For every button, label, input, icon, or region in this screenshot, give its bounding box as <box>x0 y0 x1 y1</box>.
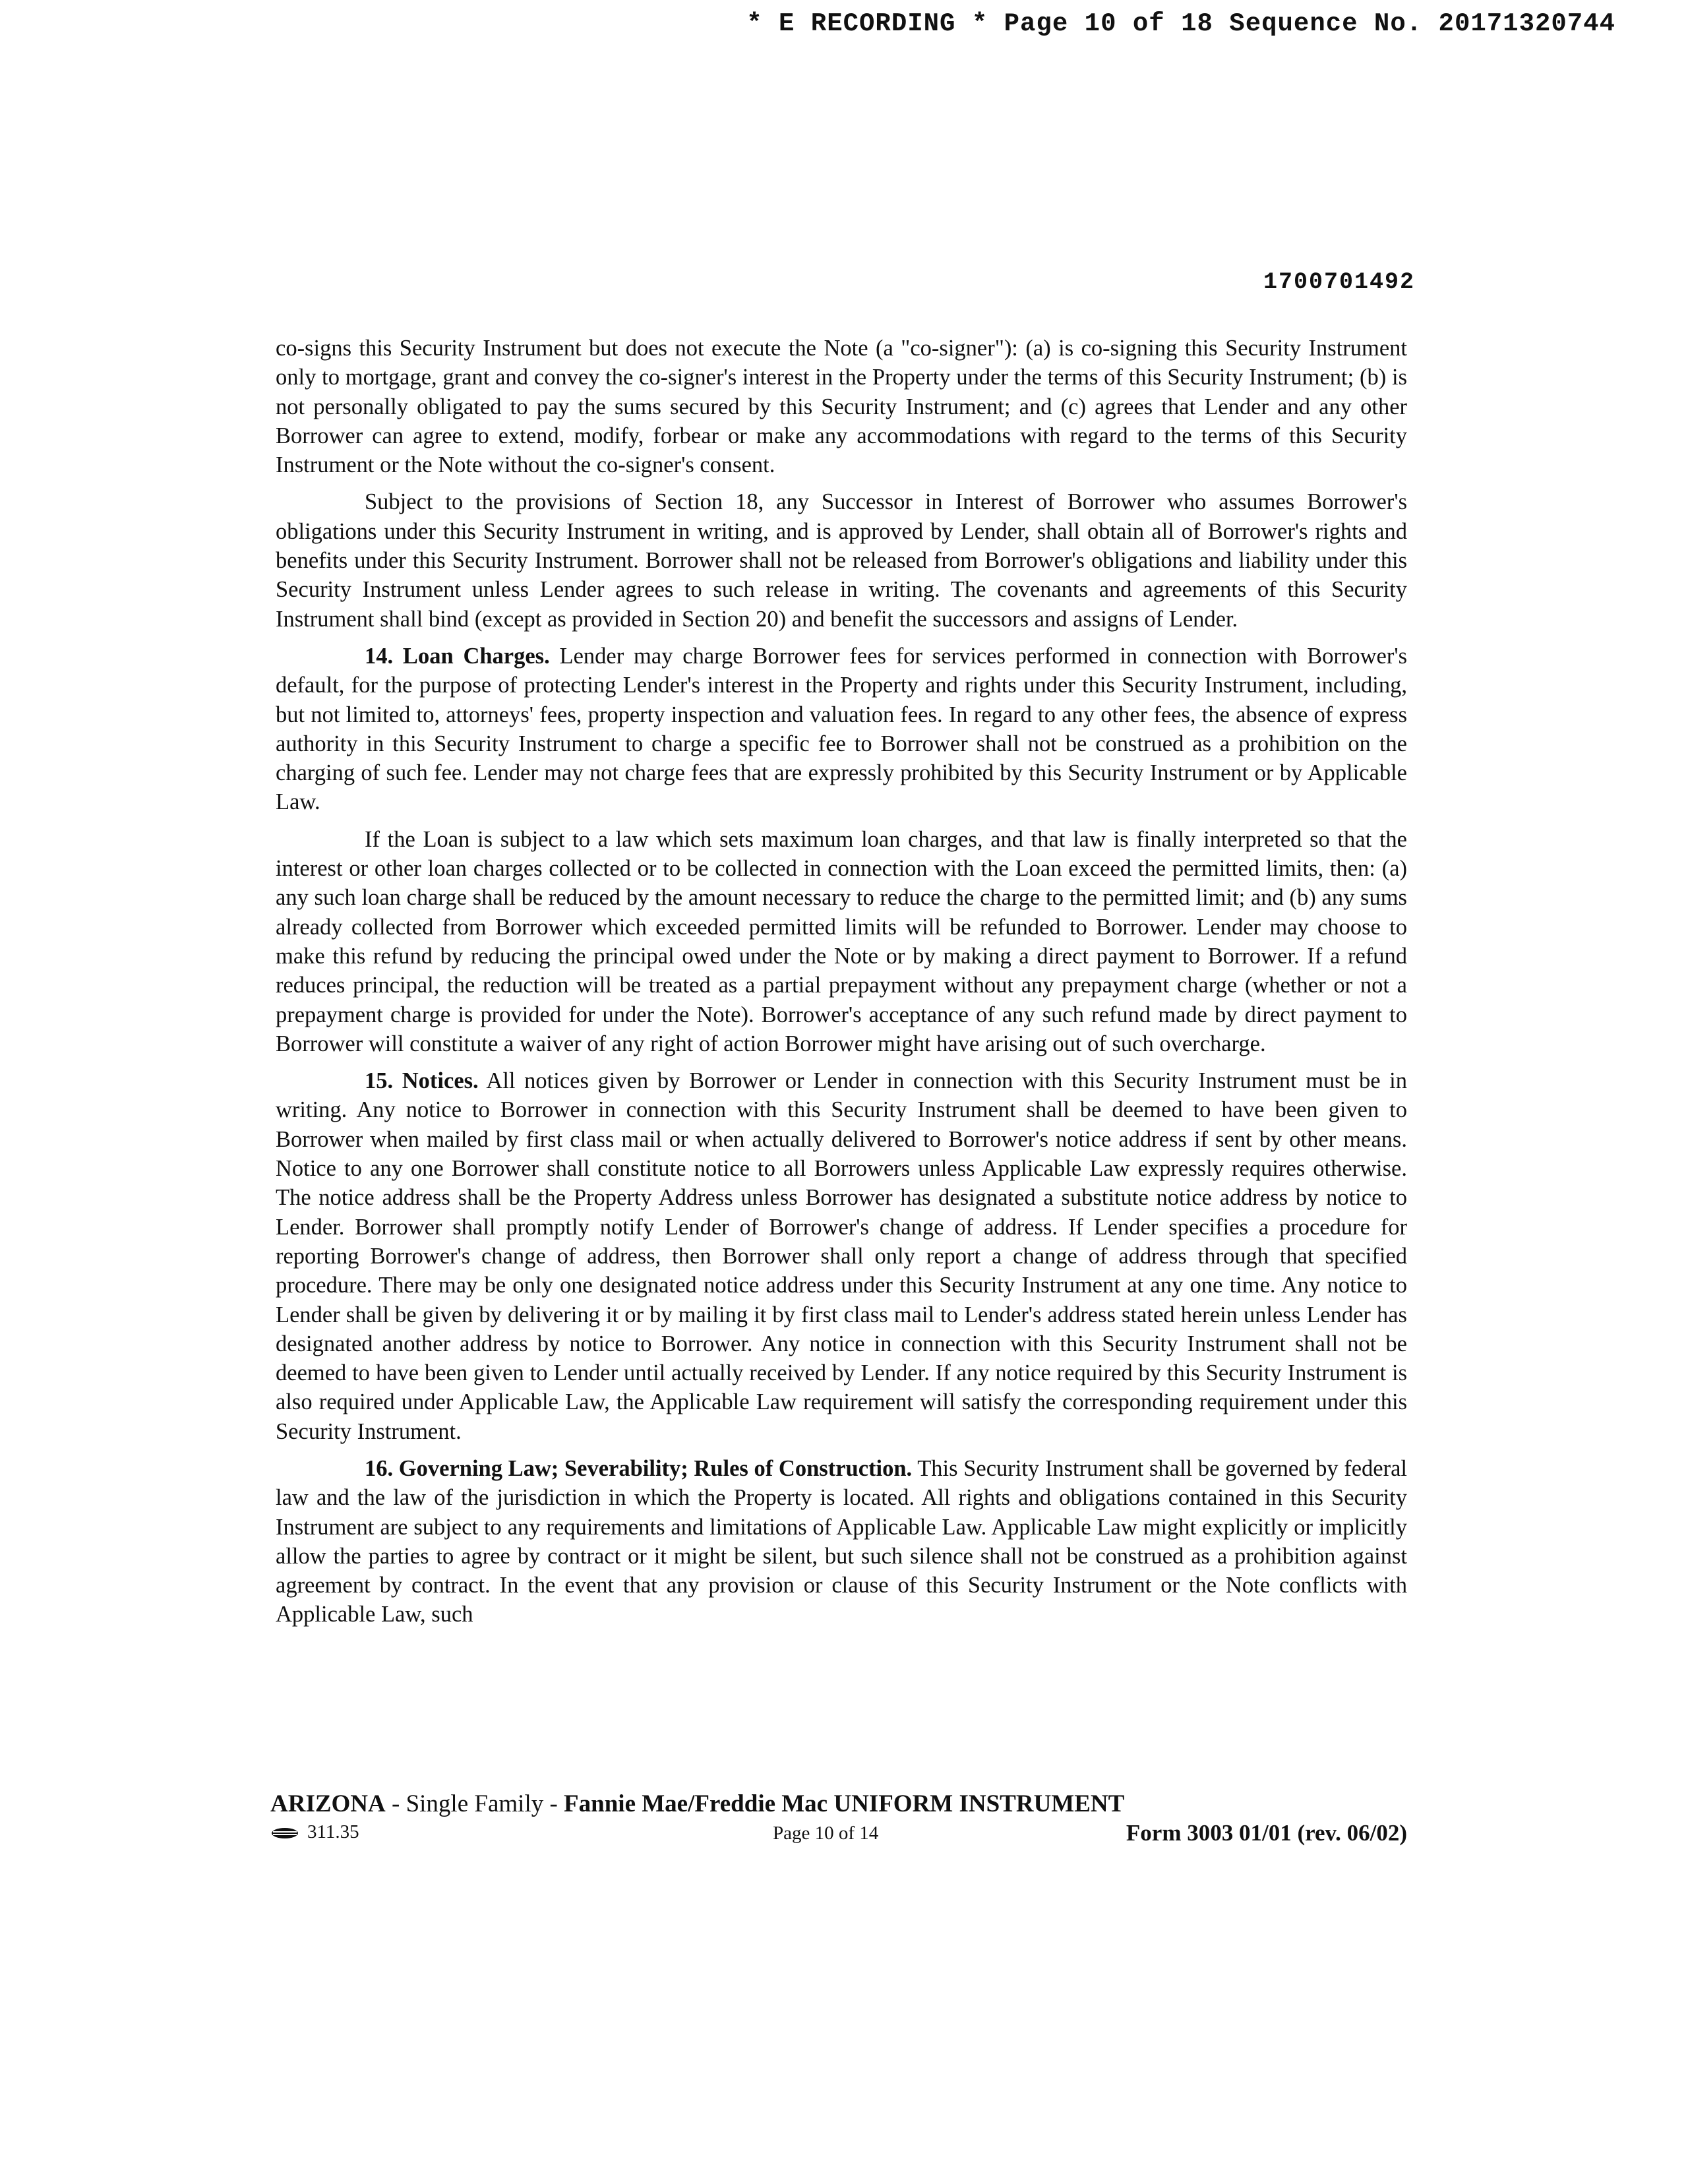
document-footer <box>270 1790 1407 1849</box>
paragraph-successor: Subject to the provisions of Section 18, any Successor in Interest of Borrower who assumes Borrower's obligations under this Security Instrument in writing, and is approved by Lender, shall obtain all of Borrower's rights and benefits under this Security Instrument. Borrower shall not be released from Borrower's obligations and liability under this Security Instrument unless Lender agrees to such release in writing. The covenants and agreements of this Security Instrument shall bind (except as provided in Section 20) and benefit the successors and assigns of Lender. <box>276 489 1407 632</box>
section-15-body: All notices given by Borrower or Lender in connection with this Security Instrument must be in writing. Any notice to Borrower in connection with this Security Instrument shall be deemed to have been given to Borrower when mailed by first class mail or when actually delivered to Borrower's notice address if sent by other means. Notice to any one Borrower shall constitute notice to all Borrowers unless Applicable Law expressly requires otherwise. The notice address shall be the Property Address unless Borrower has designated a substitute notice address by notice to Lender. Borrower shall promptly notify Lender of Borrower's change of address. If Lender specifies a procedure for reporting Borrower's change of address, then Borrower shall only report a change of address through that specified procedure. There may be only one designated notice address under this Security Instrument at any one time. Any notice to Lender shall be given by delivering it or by mailing it by first class mail to Lender's address stated herein unless Lender has designated another address by notice to Borrower. Any notice in connection with this Security Instrument shall not be deemed to have been given to Lender until actually received by Lender. If any notice required by this Security Instrument is also required under Applicable Law, the Applicable Law requirement will satisfy the corresponding requirement under this Security Instrument. <box>276 1068 1407 1444</box>
section-15 <box>276 1066 1407 1446</box>
footer-instrument-line <box>270 1790 1407 1819</box>
recording-header: * E RECORDING * Page 10 of 18 Sequence No. 20171320744 <box>746 9 1615 38</box>
footer-separator: - Single Family - <box>385 1790 564 1817</box>
loan-number: 1700701492 <box>1263 269 1415 295</box>
section-14-body: Lender may charge Borrower fees for services performed in connection with Borrower's default, for the purpose of protecting Lender's interest in the Property and rights under this Security Instrument, including, but not limited to, attorneys' fees, property inspection and valuation fees. In regard to any other fees, the absence of express authority in this Security Instrument to charge a specific fee to Borrower shall not be construed as a prohibition on the charging of such fee. Lender may not charge fees that are expressly prohibited by this Security Instrument or by Applicable Law. <box>276 643 1408 815</box>
section-15-title: 15. Notices. <box>365 1068 479 1094</box>
section-14-title: 14. Loan Charges. <box>365 643 550 669</box>
vmp-logo-icon <box>270 1827 299 1840</box>
paragraph-cosigner: co-signs this Security Instrument but does not execute the Note (a "co-signer"): (a) is co-signing this Security Instrument only to mortgage, grant and convey the co-signer's interest in the Property under the terms of this Security Instrument; (b) is not personally obligated to pay the sums secured by this Security Instrument; and (c) agrees that Lender and any other Borrower can agree to extend, modify, forbear or make any accommodations with regard to the terms of this Security Instrument or the Note without the co-signer's consent. <box>276 336 1407 478</box>
section-16-title: 16. Governing Law; Severability; Rules of Construction. <box>365 1455 913 1481</box>
footer-info-line <box>270 1819 1407 1849</box>
footer-state: ARIZONA <box>270 1790 386 1817</box>
footer-form-number: Form 3003 01/01 (rev. 06/02) <box>1126 1820 1407 1846</box>
paragraph-loan-law: If the Loan is subject to a law which sets maximum loan charges, and that law is finally interpreted so that the interest or other loan charges collected or to be collected in connection with the Loan exceed the permitted limits, then: (a) any such loan charge shall be reduced by the amount necessary to reduce the charge to the permitted limit; and (b) any sums already collected from Borrower which exceeded permitted limits will be refunded to Borrower. Lender may choose to make this refund by reducing the principal owed under the Note or by making a direct payment to Borrower. If a refund reduces principal, the reduction will be treated as a partial prepayment without any prepayment charge (whether or not a prepayment charge is provided for under the Note). Borrower's acceptance of any such refund made by direct payment to Borrower will constitute a waiver of any right of action Borrower might have arising out of such overcharge. <box>276 826 1407 1056</box>
footer-code <box>270 1821 359 1843</box>
document-body <box>276 334 1407 1637</box>
footer-page-number: Page 10 of 14 <box>773 1823 879 1844</box>
footer-code-number: 311.35 <box>307 1821 359 1842</box>
footer-instrument: Fannie Mae/Freddie Mac UNIFORM INSTRUMENT <box>564 1790 1125 1817</box>
section-16 <box>276 1454 1407 1629</box>
section-16-body: This Security Instrument shall be governed by federal law and the law of the jurisdiction in which the Property is located. All rights and obligations contained in this Security Instrument are subject to any requirements and limitations of Applicable Law. Applicable Law might explicitly or implicitly allow the parties to agree by contract or it might be silent, but such silence shall not be construed as a prohibition against agreement by contract. In the event that any provision or clause of this Security Instrument or the Note conflicts with Applicable Law, such <box>276 1455 1407 1627</box>
section-14 <box>276 642 1407 817</box>
